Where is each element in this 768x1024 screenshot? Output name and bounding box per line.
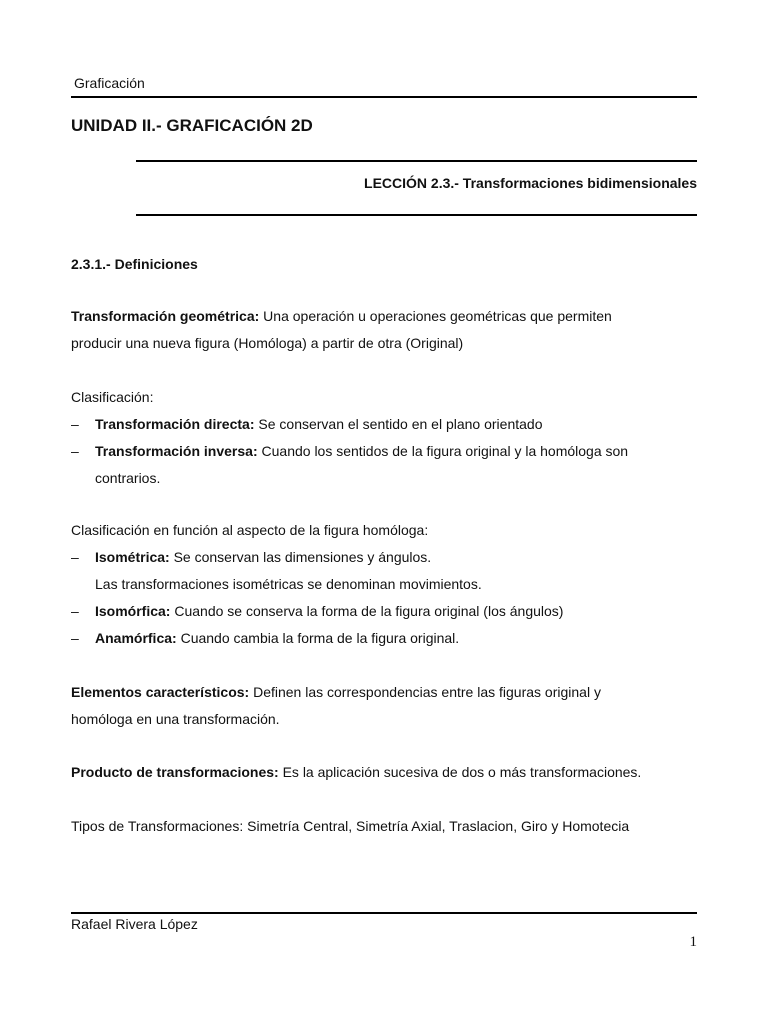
classification-item — [95, 443, 628, 459]
unit-title: UNIDAD II.- GRAFICACIÓN 2D — [71, 116, 313, 135]
item-text: Cuando los sentidos de la figura original y la homóloga son — [257, 443, 629, 459]
item-text: Cuando cambia la forma de la figura original. — [176, 630, 460, 646]
bullet-dash: – — [71, 416, 79, 432]
header-rule — [71, 96, 697, 98]
bullet-dash: – — [71, 630, 79, 646]
footer-author: Rafael Rivera López — [71, 916, 198, 932]
product-term: Producto de transformaciones: — [71, 764, 279, 780]
homologous-heading: Clasificación en función al aspecto de la figura homóloga: — [71, 522, 429, 538]
footer-rule — [71, 912, 697, 914]
classification-heading: Clasificación: — [71, 389, 154, 405]
item-term: Transformación inversa: — [95, 443, 258, 459]
running-header: Graficación — [74, 75, 145, 91]
section-title: 2.3.1.- Definiciones — [71, 256, 198, 272]
item-term: Transformación directa: — [95, 416, 255, 432]
item-text: Se conservan el sentido en el plano orientado — [254, 416, 543, 432]
definition-line-1 — [71, 308, 612, 324]
bullet-dash: – — [71, 603, 79, 619]
elements-text: Definen las correspondencias entre las figuras original y — [249, 684, 601, 700]
item-text: Cuando se conserva la forma de la figura original (los ángulos) — [170, 603, 564, 619]
elements-term: Elementos característicos: — [71, 684, 250, 700]
homologous-item — [95, 603, 563, 619]
definition-term: Transformación geométrica: — [71, 308, 260, 324]
classification-item — [95, 416, 542, 432]
bullet-dash: – — [71, 443, 79, 459]
item-term: Isométrica: — [95, 549, 170, 565]
item-term: Anamórfica: — [95, 630, 177, 646]
lesson-top-rule — [136, 160, 697, 162]
lesson-bottom-rule — [136, 214, 697, 216]
definition-line-2: producir una nueva figura (Homóloga) a partir de otra (Original) — [71, 335, 464, 351]
homologous-item — [95, 549, 431, 565]
lesson-title: LECCIÓN 2.3.- Transformaciones bidimensionales — [364, 175, 697, 191]
definition-text: Una operación u operaciones geométricas que permiten — [259, 308, 612, 324]
homologous-item — [95, 630, 459, 646]
page-number: 1 — [689, 934, 697, 950]
bullet-dash: – — [71, 549, 79, 565]
product-text: Es la aplicación sucesiva de dos o más transformaciones. — [278, 764, 642, 780]
elements-line-2: homóloga en una transformación. — [71, 711, 280, 727]
item-text: Se conservan las dimensiones y ángulos. — [169, 549, 432, 565]
product-line — [71, 764, 641, 780]
item-term: Isomórfica: — [95, 603, 171, 619]
item-continuation: contrarios. — [95, 470, 161, 486]
elements-line-1 — [71, 684, 601, 700]
item-continuation: Las transformaciones isométricas se denominan movimientos. — [95, 576, 482, 592]
types-line: Tipos de Transformaciones: Simetría Central, Simetría Axial, Traslacion, Giro y Homotecia — [71, 818, 630, 834]
